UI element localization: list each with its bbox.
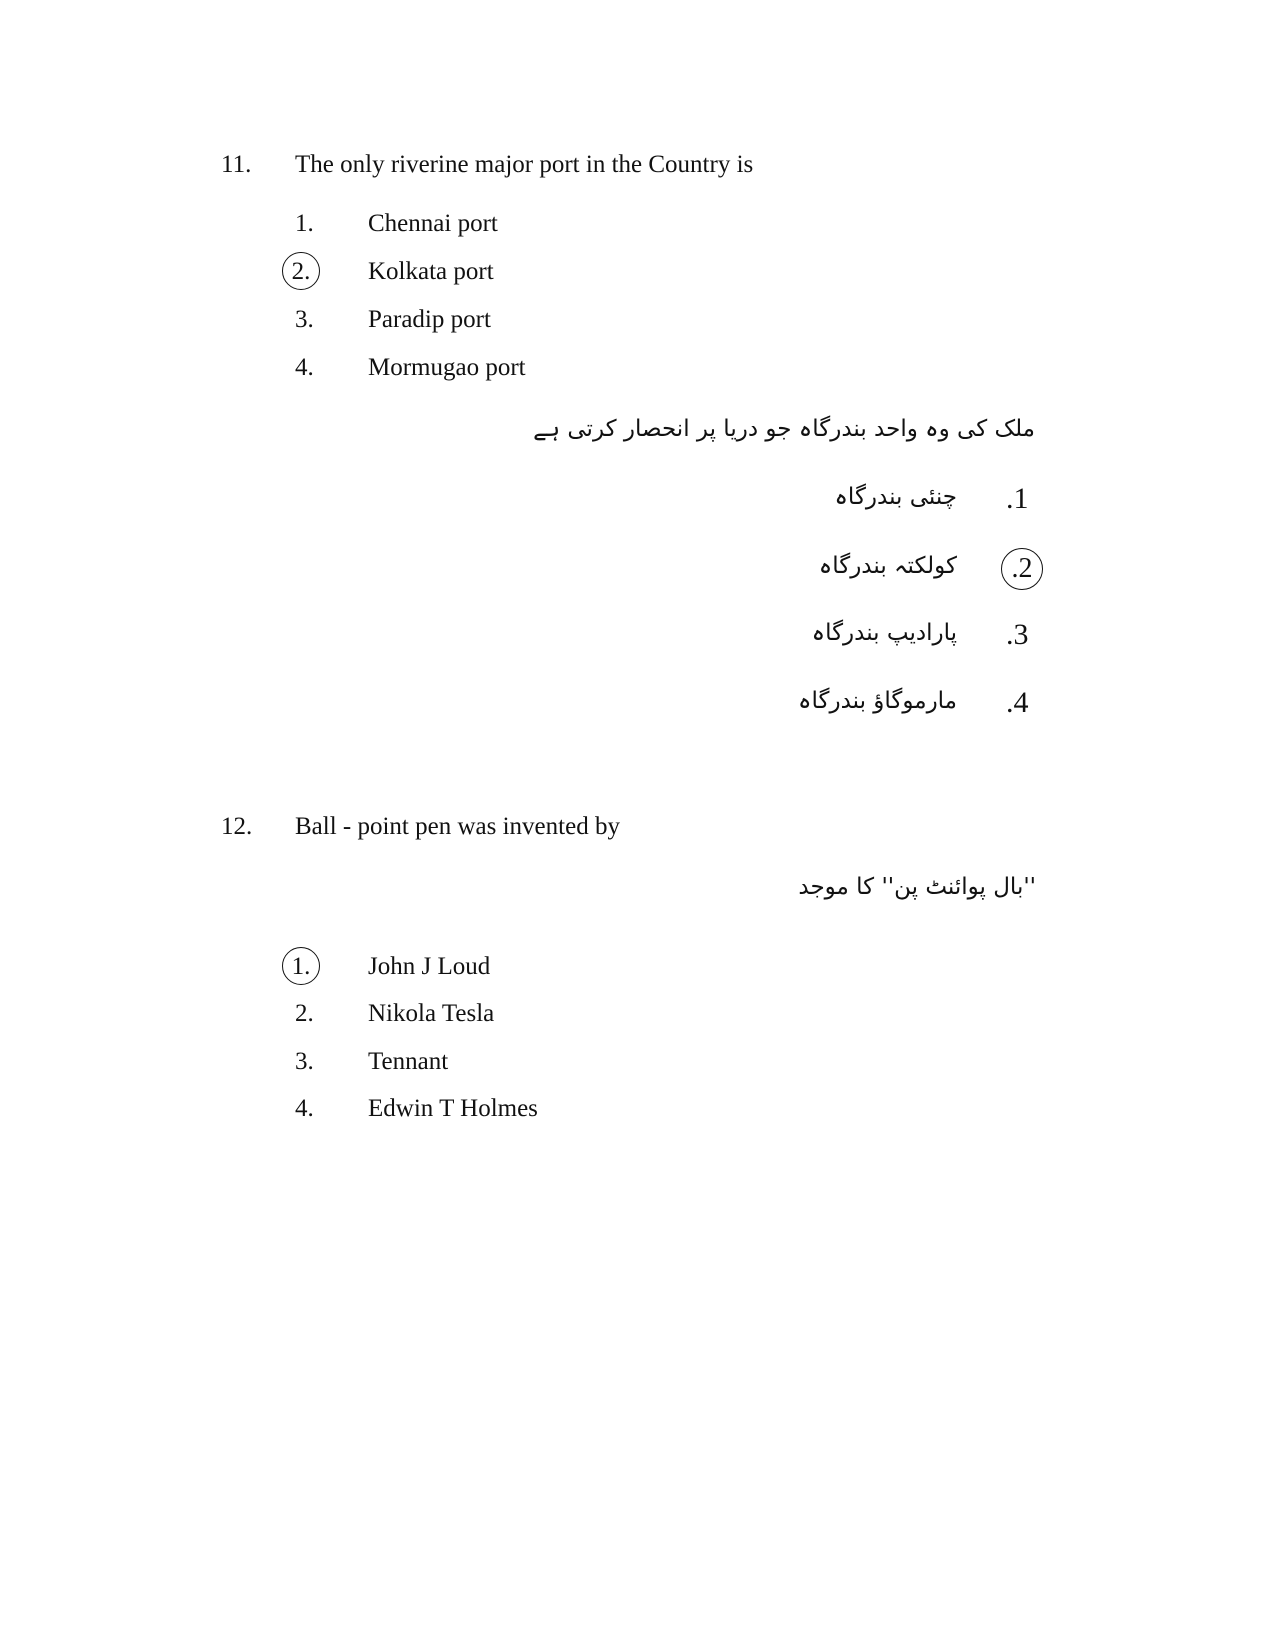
option-number: 4. — [295, 1095, 314, 1122]
option-number: 2. — [295, 1000, 314, 1027]
urdu-option-number: .1 — [1006, 482, 1029, 515]
question-text: Ball - point pen was invented by — [295, 813, 620, 840]
urdu-option-text: پارادیپ بندرگاہ — [811, 620, 957, 646]
option-text: Chennai port — [368, 210, 498, 237]
urdu-option-text: مارموگاؤ بندرگاہ — [798, 688, 957, 714]
urdu-question-text: ''بال پوائنٹ پن'' کا موجد — [798, 874, 1036, 900]
option-text: Kolkata port — [368, 258, 494, 285]
question-number: 11. — [221, 151, 252, 178]
option-number: 3. — [295, 1048, 314, 1075]
option-text: Paradip port — [368, 306, 491, 333]
circled-answer-mark: 1. — [282, 947, 320, 985]
option-text: Nikola Tesla — [368, 1000, 495, 1027]
option-text: Mormugao port — [368, 354, 526, 381]
urdu-option-text: کولکتہ بندرگاہ — [818, 553, 957, 579]
urdu-option-text: چنئی بندرگاہ — [834, 484, 957, 510]
option-number: 3. — [295, 306, 314, 333]
option-text: Edwin T Holmes — [368, 1095, 538, 1122]
question-number: 12. — [221, 813, 253, 840]
circled-answer-mark: .2 — [1001, 548, 1043, 590]
urdu-question-text: ملک کی وہ واحد بندرگاہ جو دریا پر انحصار کرتی ہے — [533, 416, 1035, 442]
urdu-option-number: .3 — [1006, 618, 1029, 651]
option-text: Tennant — [368, 1048, 449, 1075]
option-text: John J Loud — [368, 953, 491, 980]
option-number: 4. — [295, 354, 314, 381]
circled-answer-mark: 2. — [282, 252, 320, 290]
question-text: The only riverine major port in the Country is — [295, 151, 754, 178]
option-number: 1. — [295, 210, 314, 237]
urdu-option-number: .4 — [1006, 686, 1029, 719]
